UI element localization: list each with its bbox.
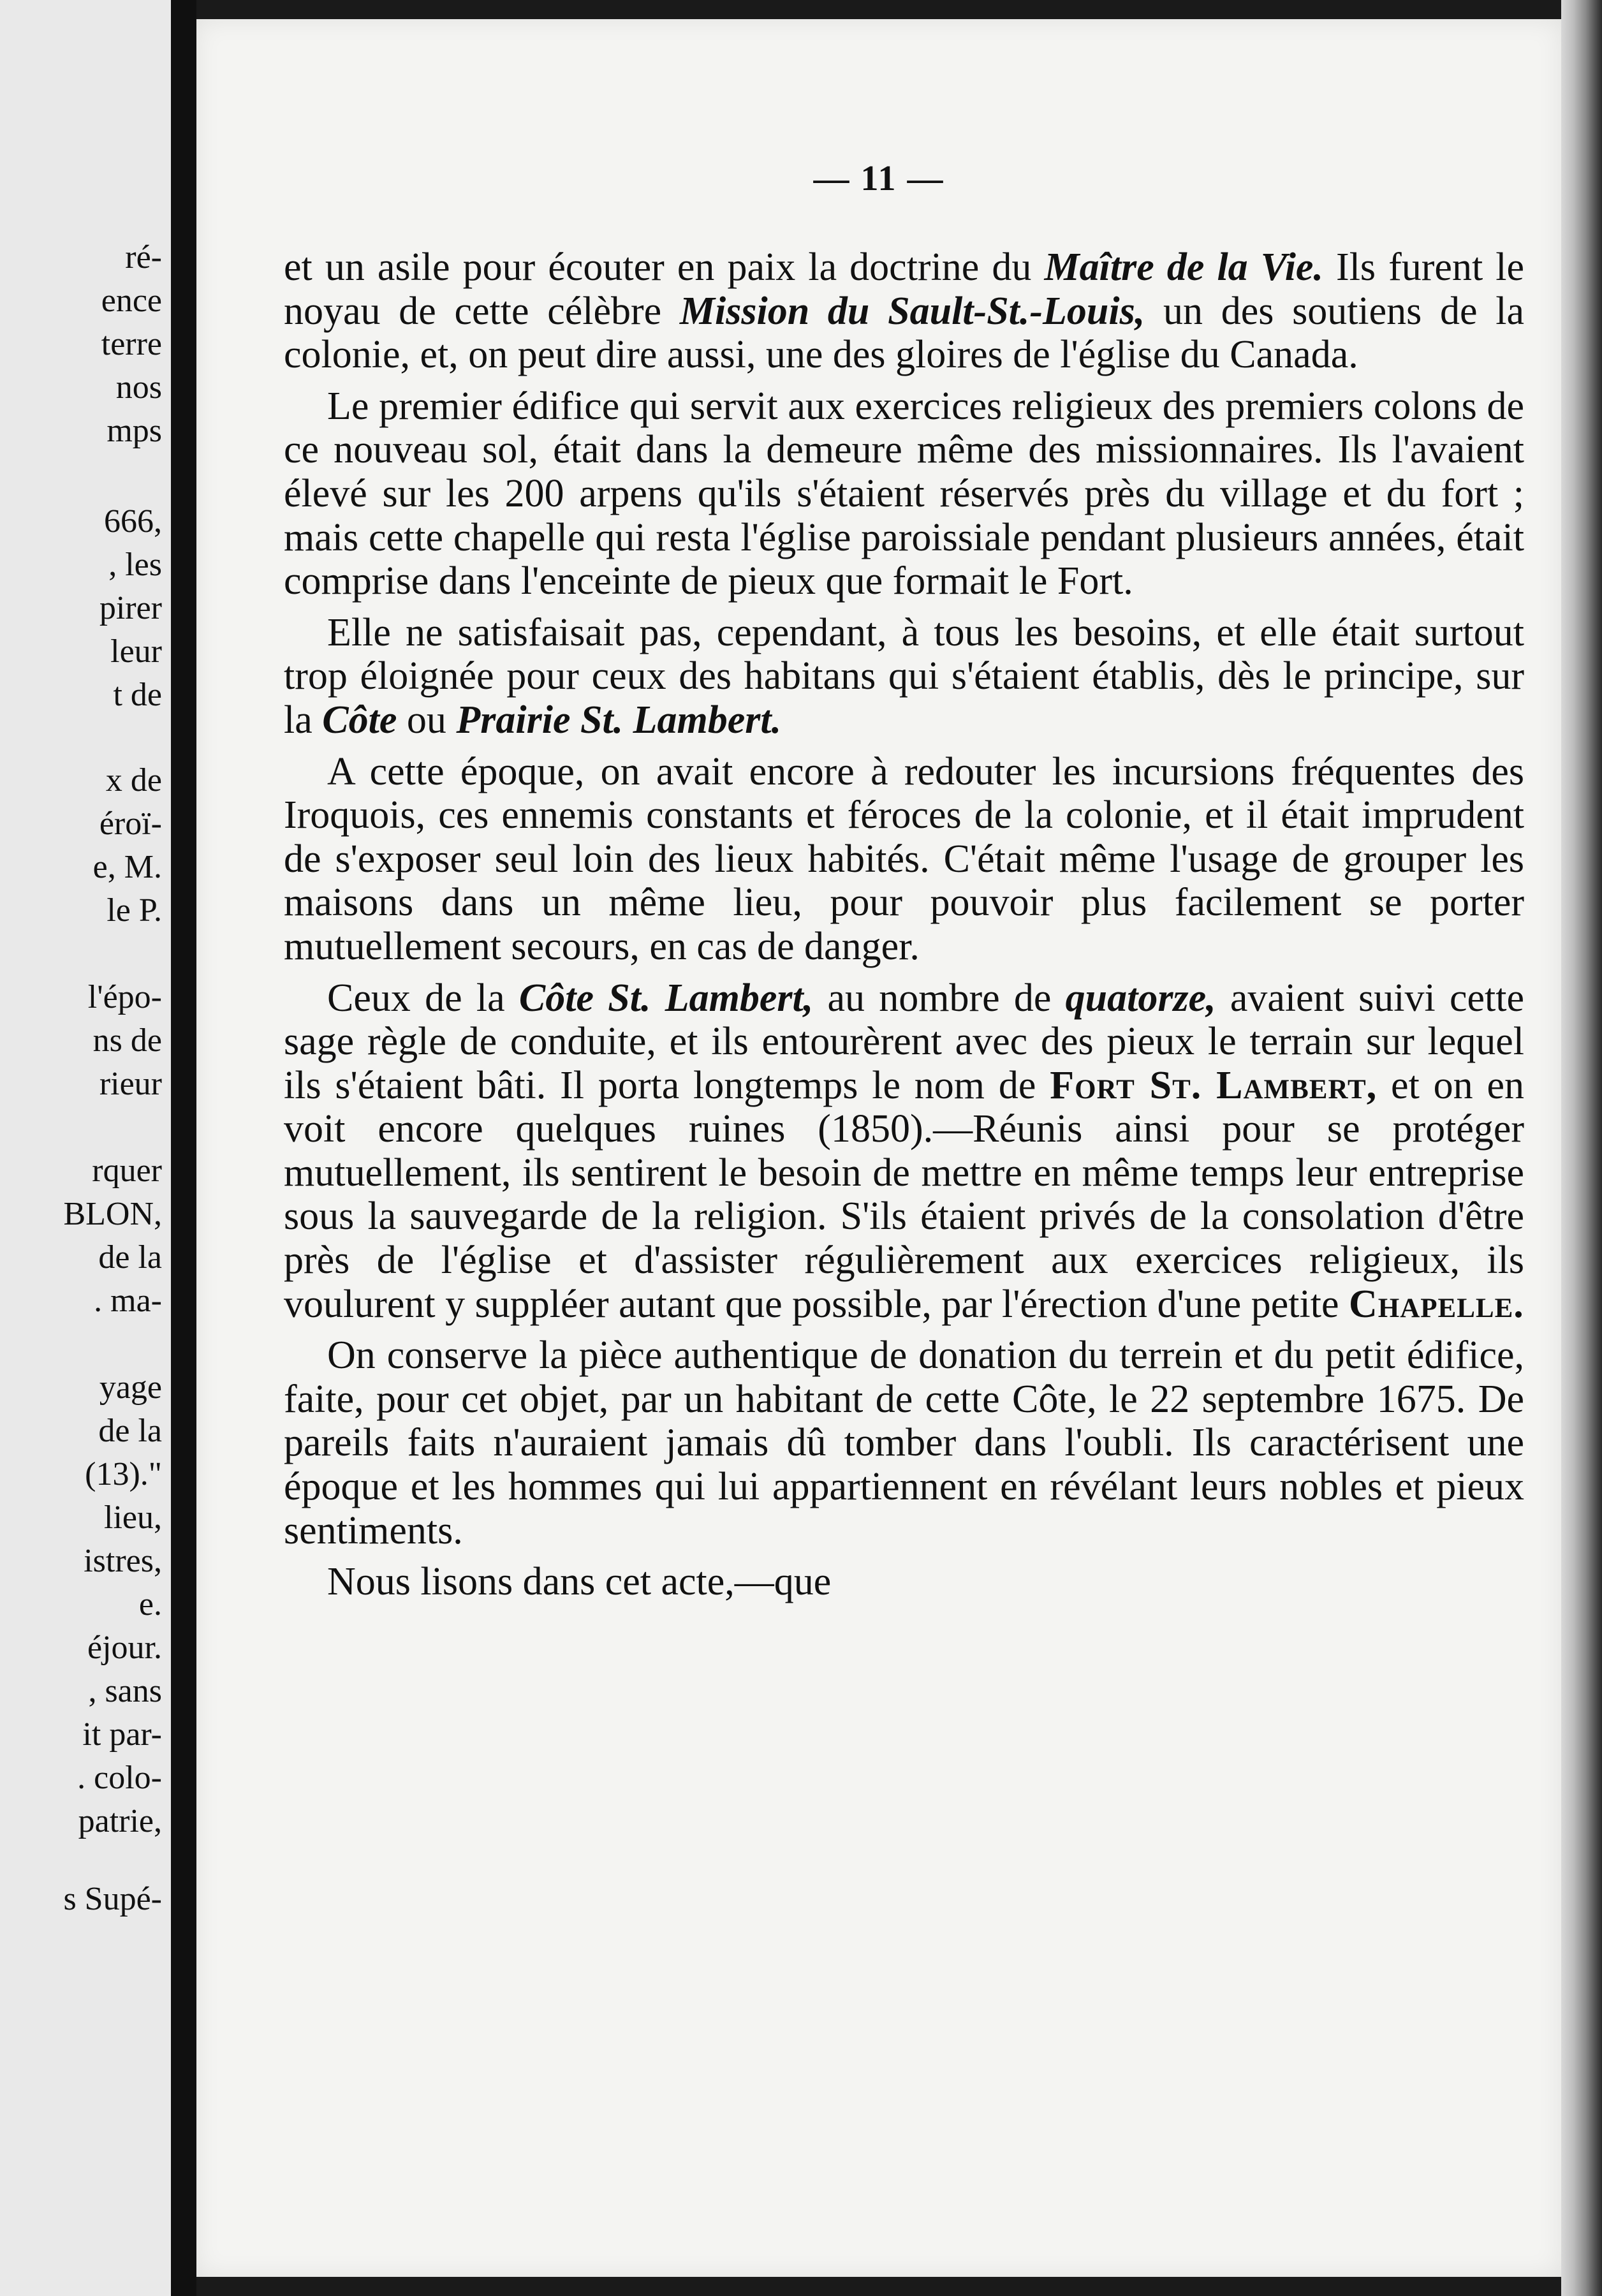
left-page-text-fragment: it par- [82,1716,162,1753]
left-page-text-fragment: nos [115,369,162,406]
paragraph-2: Le premier édifice qui servit aux exercices religieux des premiers colons de ce nouveau sol, était dans la demeure même des missionnaires. Ils l'avaient élevé sur les 200 arpens qu'ils s'étaient réservés près du village et du fort ; mais cette chapelle qui resta l'église paroissiale pendant plusieurs années, était comprise dans l'enceinte de pieux que formait le Fort. [284,384,1524,603]
right-page [196,19,1561,2277]
left-page-text-fragment: e, M. [92,849,162,885]
paragraph-3: Elle ne satisfaisait pas, cependant, à tous les besoins, et elle était surtout trop éloignée pour ceux des habitans qui s'étaient établis, dès le principe, sur la Côte ou Prairie St. Lambert. [284,610,1524,742]
paragraph-1: et un asile pour écouter en paix la doctrine du Maître de la Vie. Ils furent le noyau de cette célèbre Mission du Sault-St.-Louis, un des soutiens de la colonie, et, on peut dire aussi, une des gloires de l'église du Canada. [284,246,1525,377]
left-page-text-fragment: lieu, [104,1499,162,1536]
left-page-text-fragment: de la [98,1239,162,1276]
body-text [284,246,1524,1604]
left-page-text-fragment: (13)." [85,1456,162,1492]
left-page-text-fragment: leur [110,633,162,670]
italic-phrase: Côte St. Lambert, [518,976,814,1020]
left-page-text-fragment: de la [98,1413,162,1449]
left-page-text-fragment: , sans [88,1673,162,1709]
left-page-text-fragment: patrie, [78,1803,162,1839]
left-page-text-fragment: mps [107,413,162,449]
left-page-text-fragment: ré- [125,239,162,276]
left-page-text-fragment: s Supé- [63,1881,162,1917]
left-page-text-fragment: pirer [99,590,162,626]
left-page-text-fragment: e. [138,1586,162,1623]
left-page-text-fragment: BLON, [63,1196,162,1232]
italic-phrase: Prairie St. Lambert. [456,698,782,742]
book-gutter [171,0,196,2296]
left-page-text-fragment: 666, [104,503,162,540]
left-page-text-fragment: yage [99,1369,162,1406]
page-number: — 11 — [813,159,944,198]
italic-phrase: Mission du Sault-St.-Louis, [679,289,1145,333]
left-page-text-fragment: l'épo- [87,979,162,1015]
paragraph-5: Ceux de la Côte St. Lambert, au nombre de quatorze, avaient suivi cette sage règle de conduite, et ils entourèrent avec des pieux le terrain sur lequel ils s'étaient bâti. Il porta longtemps le nom de Fort St. Lambert, et on en voit encore quelques ruines (1850).—Réunis ainsi pour se protéger mutuellement, ils sentirent le besoin de mettre en même temps leur entreprise sous la sauvegarde de la religion. S'ils étaient privés de la consolation d'être près de l'église et d'assister régulièrement aux exercices religieux, ils voulurent y suppléer autant que possible, par l'érection d'une petite Chapelle. [284,976,1525,1326]
left-page-text-fragment: le P. [107,892,162,929]
left-page-text-fragment: . colo- [77,1760,162,1796]
left-page-text-fragment: éjour. [87,1630,162,1666]
small-caps-phrase: Fort St. Lambert, [1050,1063,1378,1107]
left-page-text-fragment: rquer [92,1152,162,1189]
left-page-fragment [0,0,171,2296]
left-page-text-fragment: rieur [99,1066,162,1102]
left-page-text-fragment: ence [101,283,162,319]
left-page-text-fragment: . ma- [94,1283,162,1319]
left-page-text-fragment: x de [105,762,162,798]
italic-phrase: Maître de la Vie. [1044,246,1323,289]
left-page-text-fragment: istres, [84,1543,162,1579]
page-edge [1561,0,1602,2296]
left-page-text-fragment: , les [108,547,162,583]
italic-phrase: quatorze, [1065,976,1216,1020]
italic-phrase: Côte [322,698,397,742]
left-page-text-fragment: éroï- [99,806,162,842]
left-page-text-fragment: terre [101,326,162,362]
paragraph-6: On conserve la pièce authentique de donation du terrein et du petit édifice, faite, pour cet objet, par un habitant de cette Côte, le 22 septembre 1675. De pareils faits n'auraient jamais dû tomber dans l'oubli. Ils caractérisent une époque et les hommes qui lui appartiennent en révélant leurs nobles et pieux sentiments. [284,1334,1524,1552]
paragraph-7: Nous lisons dans cet acte,—que [327,1560,832,1604]
small-caps-phrase: Chapelle. [1349,1282,1524,1326]
left-page-text-fragment: ns de [92,1022,162,1059]
left-page-text-fragment: t de [113,677,162,713]
paragraph-4: A cette époque, on avait encore à redouter les incursions fréquentes des Iroquois, ces ennemis constants et féroces de la colonie, et il était imprudent de s'exposer seul loin des lieux habités. C'était même l'usage de grouper les maisons dans un même lieu, pour pouvoir plus facilement se porter mutuellement secours, en cas de danger. [284,749,1524,968]
